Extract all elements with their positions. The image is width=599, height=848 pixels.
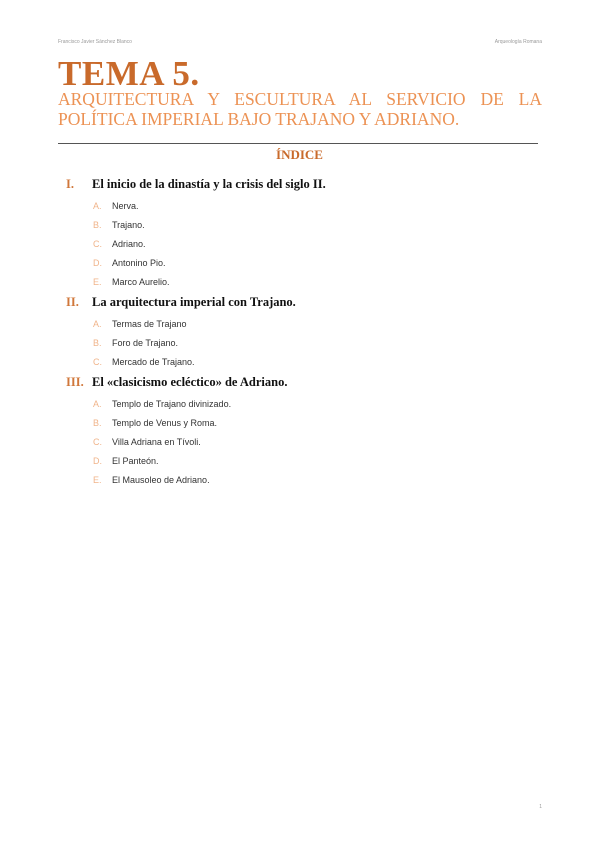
item-text: Termas de Trajano — [112, 319, 187, 329]
section-title: El «clasicismo ecléctico» de Adriano. — [92, 375, 288, 389]
item-letter: C. — [93, 437, 102, 447]
item-text: Templo de Venus y Roma. — [112, 418, 218, 428]
item-text: Templo de Trajano divinizado. — [112, 399, 232, 409]
item-letter: C. — [93, 357, 102, 367]
item-letter: B. — [93, 220, 102, 230]
item-text: Trajano. — [112, 220, 145, 230]
item-letter: A. — [93, 399, 102, 409]
item-letter: C. — [93, 239, 102, 249]
index-heading: ÍNDICE — [276, 147, 323, 162]
section-number: I. — [66, 177, 74, 191]
item-letter: A. — [93, 201, 102, 211]
item-letter: E. — [93, 475, 102, 485]
item-letter: D. — [93, 456, 102, 466]
item-text: Adriano. — [112, 239, 146, 249]
section-number: III. — [66, 375, 84, 389]
item-text: Antonino Pio. — [112, 258, 166, 268]
header-author: Francisco Javier Sánchez Blanco — [58, 39, 132, 45]
item-text: Nerva. — [112, 201, 139, 211]
section-title: La arquitectura imperial con Trajano. — [92, 295, 296, 309]
section-title: El inicio de la dinastía y la crisis del siglo II. — [92, 177, 326, 191]
item-text: El Panteón. — [112, 456, 159, 466]
item-letter: D. — [93, 258, 102, 268]
page-number: 1 — [539, 804, 542, 810]
item-text: Marco Aurelio. — [112, 277, 170, 287]
item-text: El Mausoleo de Adriano. — [112, 475, 210, 485]
section-number: II. — [66, 295, 79, 309]
item-letter: B. — [93, 338, 102, 348]
page-title: TEMA 5. — [58, 54, 200, 93]
divider — [58, 143, 538, 144]
item-text: Foro de Trajano. — [112, 338, 179, 348]
item-text: Mercado de Trajano. — [112, 357, 195, 367]
header-course: Arqueología Romana — [494, 39, 542, 45]
item-letter: A. — [93, 319, 102, 329]
item-letter: E. — [93, 277, 102, 287]
page-subtitle: ARQUITECTURA Y ESCULTURA AL SERVICIO DE LA POLÍTICA IMPERIAL BAJO TRAJANO Y ADRIANO. — [58, 89, 542, 129]
item-letter: B. — [93, 418, 102, 428]
item-text: Villa Adriana en Tívoli. — [112, 437, 201, 447]
